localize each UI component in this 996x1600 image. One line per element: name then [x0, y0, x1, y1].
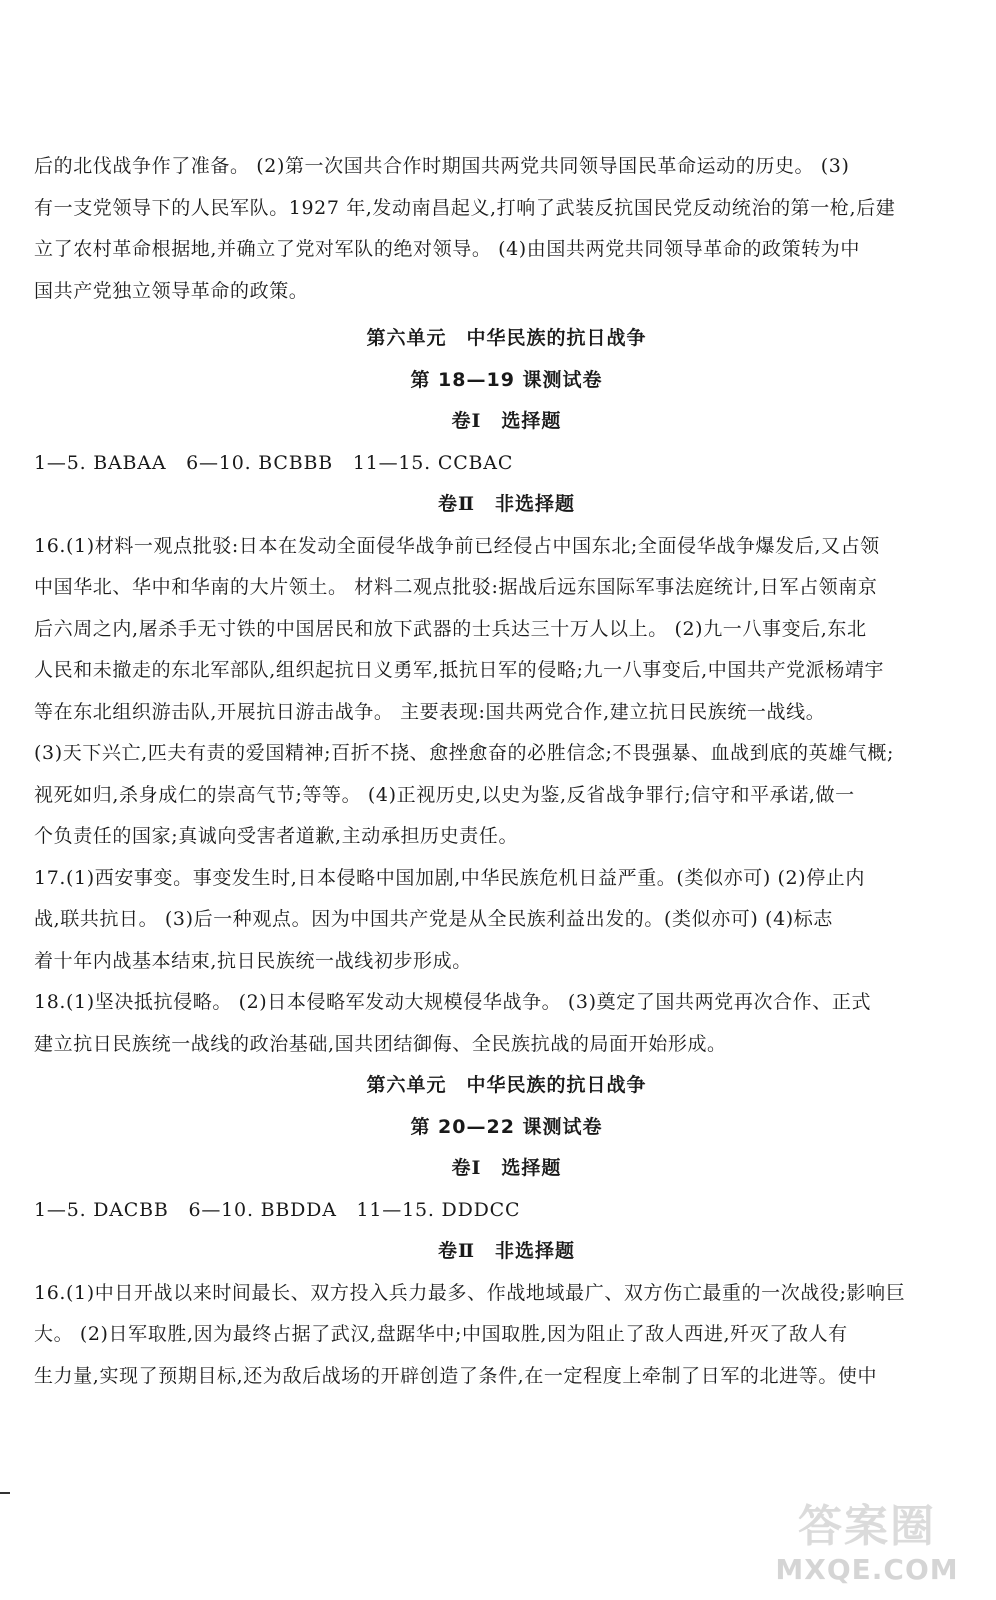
part-two-title: 卷Ⅱ 非选择题 [437, 1240, 575, 1262]
text-line: 着十年内战基本结束,抗日民族统一战线初步形成。 [34, 949, 472, 972]
answer-q17 [34, 858, 979, 983]
watermark-logo: 答案圈 [798, 1501, 936, 1552]
text-line: 视死如归,杀身成仁的崇高气节;等等。 (4)正视历史,以史为鉴,反省战争罪行;信守和平承诺,做一 [34, 783, 855, 806]
choice-answers: 1—5. BABAA 6—10. BCBBB 11—15. CCBAC [34, 451, 514, 474]
text-line: 后六周之内,屠杀手无寸铁的中国居民和放下武器的士兵达三十万人以上。 (2)九一八事变后,东北 [34, 617, 867, 640]
text-line: 立了农村革命根据地,并确立了党对军队的绝对领导。 (4)由国共两党共同领导革命的政策转为中 [34, 238, 860, 260]
text-line: 大。 (2)日军取胜,因为最终占据了武汉,盘踞华中;中国取胜,因为阻止了敌人西进,歼灭了敌人有 [34, 1323, 848, 1345]
intro-paragraph [34, 146, 979, 312]
text-line: 17.(1)西安事变。事变发生时,日本侵略中国加剧,中华民族危机日益严重。(类似亦可) (2)停止内 [34, 866, 865, 889]
text-line: 建立抗日民族统一战线的政治基础,国共团结御侮、全民族抗战的局面开始形成。 [34, 1032, 727, 1055]
test-title: 第 20—22 课测试卷 [410, 1115, 603, 1138]
test-title: 第 18—19 课测试卷 [410, 368, 603, 391]
text-line: 16.(1)材料一观点批驳:日本在发动全面侵华战争前已经侵占中国东北;全面侵华战争爆发后,又占领 [34, 534, 880, 557]
document-page [34, 146, 979, 1397]
text-line: 人民和未撤走的东北军部队,组织起抗日义勇军,抵抗日军的侵略;九一八事变后,中国共产党派杨靖宇 [34, 659, 885, 681]
margin-mark [0, 1492, 10, 1494]
text-line: 等在东北组织游击队,开展抗日游击战争。 主要表现:国共两党合作,建立抗日民族统一战线。 [34, 700, 826, 723]
part-two-title: 卷Ⅱ 非选择题 [437, 493, 575, 515]
answer-q18 [34, 982, 979, 1065]
text-line: 战,联共抗日。 (3)后一种观点。因为中国共产党是从全民族利益出发的。(类似亦可) (4)标志 [34, 908, 833, 930]
watermark [752, 1490, 982, 1586]
text-line: 国共产党独立领导革命的政策。 [34, 279, 309, 302]
text-line: 个负责任的国家;真诚向受害者道歉,主动承担历史责任。 [34, 825, 519, 847]
text-line: 生力量,实现了预期目标,还为敌后战场的开辟创造了条件,在一定程度上牵制了日军的北进等。使中 [34, 1364, 878, 1387]
text-line: 后的北伐战争作了准备。 (2)第一次国共合作时期国共两党共同领导国民革命运动的历史。 (3) [34, 155, 850, 177]
answer-q16 [34, 526, 979, 858]
text-line: 16.(1)中日开战以来时间最长、双方投入兵力最多、作战地域最广、双方伤亡最重的一次战役;影响巨 [34, 1281, 906, 1304]
watermark-site: MXQE.COM [775, 1553, 959, 1586]
text-line: 18.(1)坚决抵抗侵略。 (2)日本侵略军发动大规模侵华战争。 (3)奠定了国共两党再次合作、正式 [34, 991, 872, 1013]
unit-title: 第六单元 中华民族的抗日战争 [366, 1074, 647, 1096]
text-line: 中国华北、华中和华南的大片领土。 材料二观点批驳:据战后远东国际军事法庭统计,日军占领南京 [34, 576, 878, 598]
choice-answers: 1—5. DACBB 6—10. BBDDA 11—15. DDDCC [34, 1198, 521, 1221]
text-line: (3)天下兴亡,匹夫有责的爱国精神;百折不挠、愈挫愈奋的必胜信念;不畏强暴、血战到底的英雄气概; [34, 742, 894, 764]
answer-q16 [34, 1273, 979, 1398]
part-one-title: 卷Ⅰ 选择题 [451, 410, 562, 432]
text-line: 有一支党领导下的人民军队。1927 年,发动南昌起义,打响了武装反抗国民党反动统治的第一枪,后建 [34, 196, 896, 219]
unit-title: 第六单元 中华民族的抗日战争 [366, 327, 647, 349]
part-one-title: 卷Ⅰ 选择题 [451, 1157, 562, 1179]
